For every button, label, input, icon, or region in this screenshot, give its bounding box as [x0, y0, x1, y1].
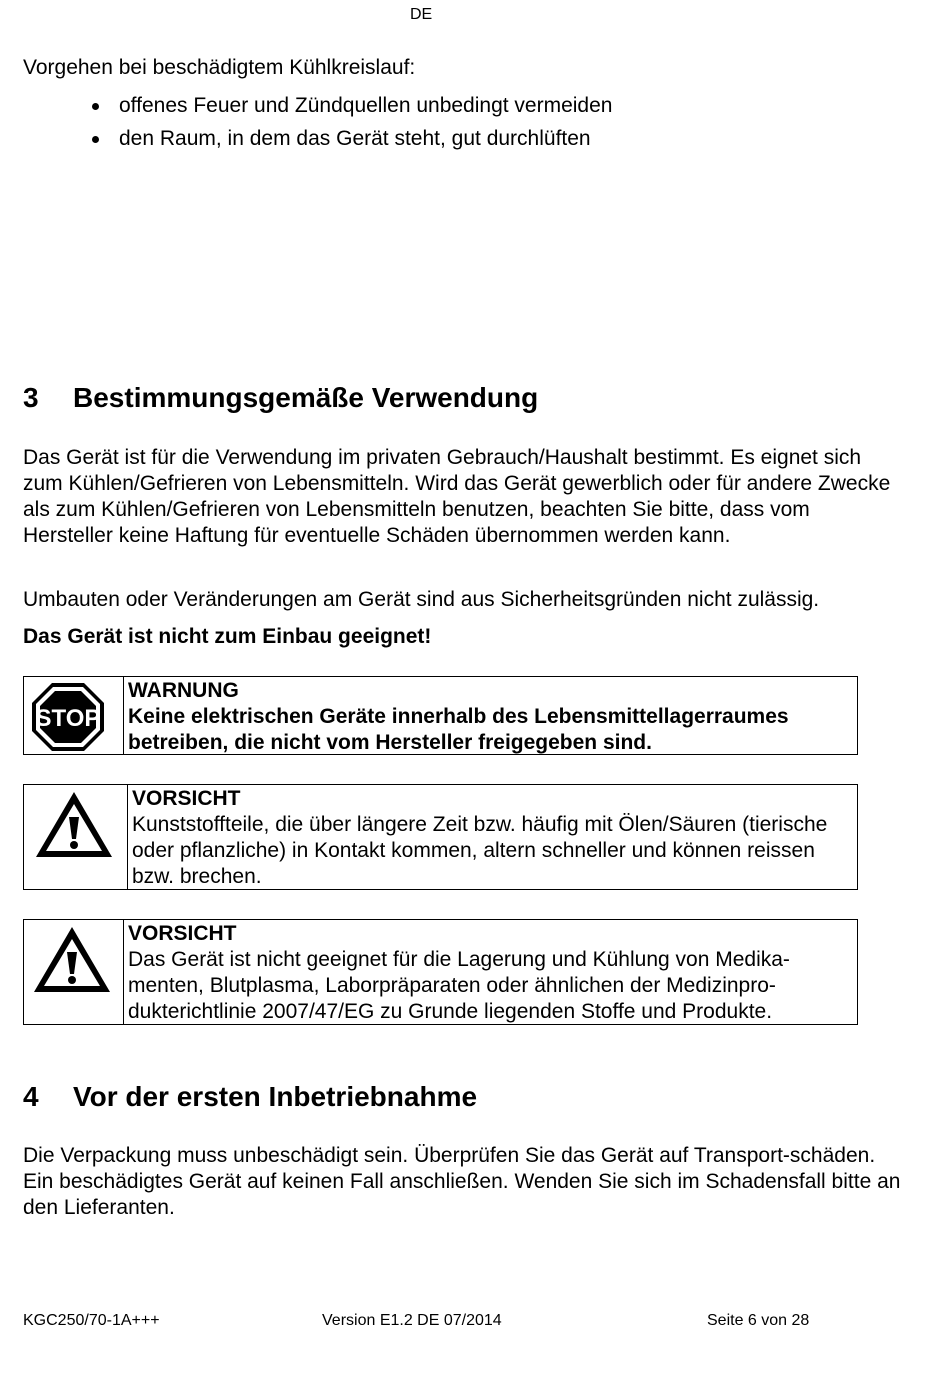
notice-title: VORSICHT [132, 787, 241, 810]
bullet-icon [92, 103, 99, 110]
svg-text:STOP: STOP [35, 705, 101, 732]
section-3-heading [23, 382, 538, 414]
notice-text: Keine elektrischen Geräte innerhalb des Lebensmittellagerraumes betreiben, die nicht vom Hersteller freigegeben sind. [128, 705, 789, 754]
caution-box [23, 784, 858, 890]
header-language: DE [410, 6, 433, 23]
section-title: Bestimmungsgemäße Verwendung [73, 382, 539, 413]
notice-title: WARNUNG [128, 679, 239, 702]
section-number: 4 [23, 1081, 39, 1112]
section-title: Vor der ersten Inbetriebnahme [73, 1081, 478, 1112]
cooling-circuit-intro: Vorgehen bei beschädigtem Kühlkreislauf: [23, 56, 416, 79]
section-4-heading [23, 1081, 477, 1113]
list-item: den Raum, in dem das Gerät steht, gut durchlüften [95, 125, 612, 158]
notice-title: VORSICHT [128, 922, 237, 945]
footer-model: KGC250/70-1A+++ [23, 1312, 160, 1329]
caution-box [23, 919, 858, 1025]
packaging-paragraph: Die Verpackung muss unbeschädigt sein. Überprüfen Sie das Gerät auf Transport-schäden. Ein beschädigtes Gerät auf keinen Fall anschließen. Wenden Sie sich im Schadensfall bitte an den Lieferanten. [23, 1144, 901, 1219]
warning-box [23, 676, 858, 755]
warning-triangle-icon [34, 789, 114, 861]
cooling-circuit-list [95, 92, 612, 158]
built-in-notice: Das Gerät ist nicht zum Einbau geeignet! [23, 625, 432, 648]
footer-version: Version E1.2 DE 07/2014 [322, 1312, 502, 1329]
stop-sign-icon [30, 681, 106, 753]
footer-page-number: Seite 6 von 28 [707, 1312, 810, 1329]
warning-triangle-icon [32, 924, 112, 996]
list-item: offenes Feuer und Zündquellen unbedingt vermeiden [95, 92, 612, 125]
section-number: 3 [23, 382, 39, 413]
notice-text: Das Gerät ist nicht geeignet für die Lagerung und Kühlung von Medika-menten, Blutplasma, Laborpräparaten oder ähnlichen der Medizinpro-dukterichtlinie 2007/47/EG zu Grunde liegenden Stoffe und Produkte. [128, 948, 790, 1023]
bullet-icon [92, 136, 99, 143]
intended-use-paragraph: Das Gerät ist für die Verwendung im privaten Gebrauch/Haushalt bestimmt. Es eignet sich zum Kühlen/Gefrieren von Lebensmitteln. Wird das Gerät gewerblich oder für andere Zwecke als zum Kühlen/Gefrieren von Lebensmitteln benutzen, beachten Sie bitte, dass vom Hersteller keine Haftung für eventuelle Schäden übernommen werden kann. [23, 446, 891, 547]
notice-text: Kunststoffteile, die über längere Zeit bzw. häufig mit Ölen/Säuren (tierische oder pflanzliche) in Kontakt kommen, altern schneller und können reissen bzw. brechen. [132, 813, 828, 888]
modifications-paragraph: Umbauten oder Veränderungen am Gerät sind aus Sicherheitsgründen nicht zulässig. [23, 588, 820, 611]
